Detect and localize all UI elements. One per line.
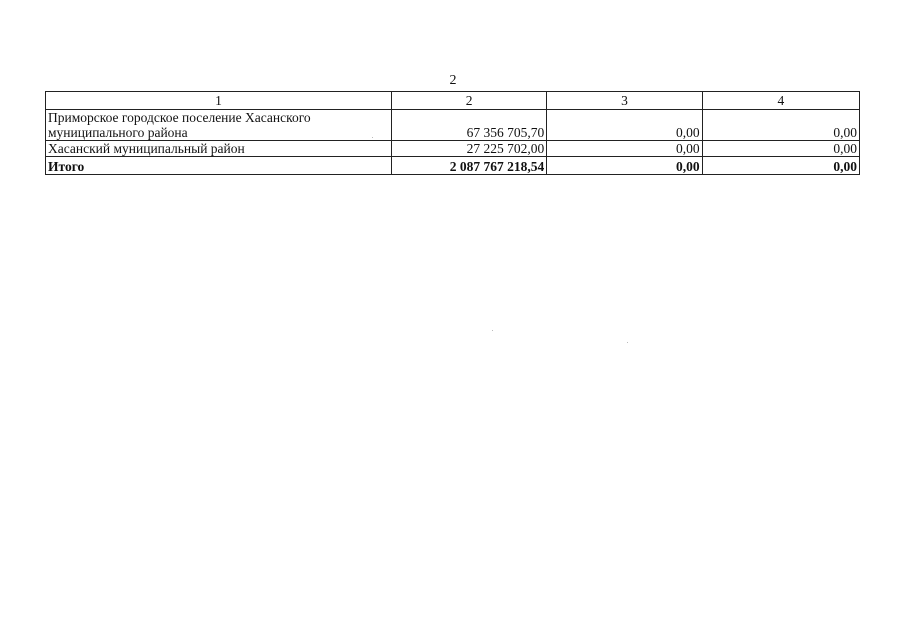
row-value-col2: 27 225 702,00 — [391, 141, 546, 157]
row-name-line-1: Приморское городское поселение Хасанского — [48, 110, 311, 125]
total-value-col3: 0,00 — [547, 157, 702, 175]
column-header-3: 3 — [547, 92, 702, 110]
column-header-2: 2 — [391, 92, 546, 110]
row-name — [46, 110, 392, 141]
total-value-col2: 2 087 767 218,54 — [391, 157, 546, 175]
table-row — [46, 141, 860, 157]
row-name-line-2: муниципального района — [48, 125, 188, 140]
row-value-col4: 0,00 — [702, 141, 859, 157]
row-name: Хасанский муниципальный район — [46, 141, 392, 157]
data-table — [45, 91, 860, 175]
total-value-col4: 0,00 — [702, 157, 859, 175]
table-header-row — [46, 92, 860, 110]
row-value-col3: 0,00 — [547, 110, 702, 141]
row-value-col3: 0,00 — [547, 141, 702, 157]
total-label: Итого — [46, 157, 392, 175]
scan-speck — [627, 342, 628, 343]
page-number: 2 — [449, 73, 457, 88]
column-header-4: 4 — [702, 92, 859, 110]
scan-speck — [492, 330, 493, 331]
row-value-col2: 67 356 705,70 — [391, 110, 546, 141]
scan-speck — [372, 137, 373, 138]
row-value-col4: 0,00 — [702, 110, 859, 141]
total-row — [46, 157, 860, 175]
table-row — [46, 110, 860, 141]
column-header-1: 1 — [46, 92, 392, 110]
